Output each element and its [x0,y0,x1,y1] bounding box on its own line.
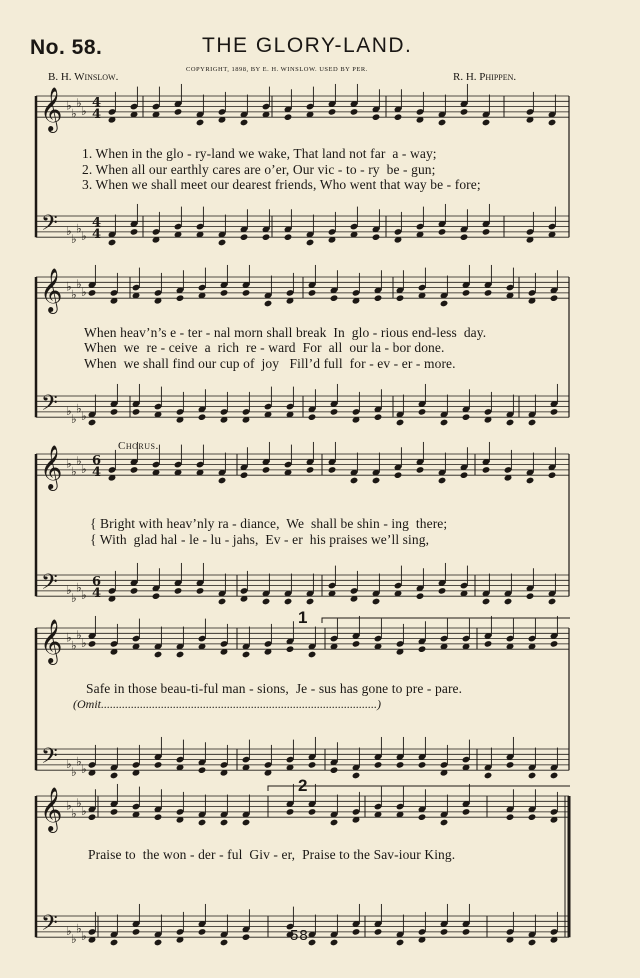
note-head [330,408,339,416]
flat-sign: ♭ [81,803,87,818]
chorus-line-2: { With glad hal - le - lu - jahs, Ev - er his praises we’ll sing, [90,532,430,547]
note-head [396,761,405,769]
note-head [240,233,249,241]
bass-clef: 𝄢 [41,390,58,421]
flat-sign: ♭ [81,409,87,424]
flat-sign: ♭ [81,103,87,118]
note-head [550,294,559,302]
note-head [196,119,205,127]
composer-credit: B. H. Winslow. [48,71,119,83]
note-head [440,419,449,427]
note-head [460,233,469,241]
note-head [330,939,339,947]
flat-sign: ♭ [76,795,82,810]
flat-sign: ♭ [81,635,87,650]
note-head [550,640,559,648]
note-head [548,598,557,606]
note-head [308,808,317,816]
note-head [242,819,251,827]
note-head [110,939,119,947]
note-head [482,466,491,474]
chorus-line-1: { Bright with heav’nly ra - diance, We shall be shin - ing there; [90,516,448,531]
note-head [198,413,207,421]
note-head [462,289,471,297]
time-signature: 4 [92,95,102,111]
note-head [548,119,557,127]
note-head [374,413,383,421]
note-head [396,939,405,947]
time-signature: 4 [92,107,102,123]
chorus-line-4: Praise to the won - der - ful Giv - er, Praise to the Sav-iour King. [88,847,456,862]
note-head [198,928,207,936]
note-head [528,772,537,780]
flat-sign: ♭ [76,95,82,110]
flat-sign: ♭ [71,806,77,821]
note-head [262,466,271,474]
note-head [416,592,425,600]
flat-sign: ♭ [66,798,72,813]
note-head [308,761,317,769]
note-head [88,813,97,821]
note-head [176,651,185,659]
note-head [196,587,205,595]
note-head [482,228,491,236]
note-head [372,477,381,485]
bass-clef: 𝄢 [41,910,58,941]
note-head [88,289,97,297]
note-head [110,772,119,780]
note-head [220,939,229,947]
verse-3-line-2: When we shall find our cup of joy Fill’d full for - ev - er - more. [84,356,456,371]
flat-sign: ♭ [71,464,77,479]
note-head [308,939,317,947]
note-head [306,239,315,247]
flat-sign: ♭ [76,627,82,642]
note-head [286,645,295,653]
flat-sign: ♭ [81,461,87,476]
bass-clef: 𝄢 [41,569,58,600]
treble-clef: 𝄞 [40,445,63,490]
note-head [174,108,183,116]
note-head [264,300,273,308]
flat-sign: ♭ [66,456,72,471]
note-head [284,113,293,121]
note-head [242,289,251,297]
note-head [526,477,535,485]
flat-sign: ♭ [66,403,72,418]
note-head [328,466,337,474]
note-head [218,598,227,606]
note-head [220,819,229,827]
note-head [154,939,163,947]
note-head [352,928,361,936]
flat-sign: ♭ [76,921,82,936]
note-head [484,772,493,780]
hymn-title: THE GLORY-LAND. [202,34,413,57]
note-head [484,640,493,648]
note-head [374,928,383,936]
note-head [548,471,557,479]
note-head [88,419,97,427]
note-head [132,928,141,936]
verse-2-line-2: When we re - ceive a rich re - ward For all our la - bor done. [84,340,445,355]
note-head [372,233,381,241]
note-head [418,813,427,821]
note-head [506,761,515,769]
note-head [440,300,449,308]
time-signature: 6 [92,453,102,469]
flat-sign: ♭ [71,231,77,246]
bass-clef: 𝄢 [41,210,58,241]
note-head [372,598,381,606]
note-head [394,113,403,121]
note-head [306,466,315,474]
flat-sign: ♭ [76,754,82,769]
verse-1-line-1: 1. When in the glo - ry-land we wake, That land not far a - way; [82,146,437,161]
note-head [284,233,293,241]
note-head [374,761,383,769]
flat-sign: ♭ [66,98,72,113]
note-head [130,228,139,236]
note-head [438,587,447,595]
note-head [132,408,141,416]
note-head [286,808,295,816]
second-ending-bracket [268,786,570,791]
treble-clef: 𝄞 [40,268,63,313]
note-head [462,808,471,816]
flat-sign: ♭ [76,580,82,595]
note-head [352,772,361,780]
note-head [308,289,317,297]
note-head [330,766,339,774]
note-head [262,598,271,606]
note-head [110,808,119,816]
first-ending-mark: 1 [298,608,308,627]
note-head [418,761,427,769]
copyright-notice: COPYRIGHT, 1898, BY E. H. WINSLOW. USED BY PER. [186,66,368,73]
flat-sign: ♭ [81,284,87,299]
note-head [462,928,471,936]
note-head [308,413,317,421]
treble-clef: 𝄞 [40,87,63,132]
arranger-credit: R. H. Phippen. [453,71,517,83]
note-head [438,228,447,236]
note-head [262,233,271,241]
time-signature: 6 [92,574,102,590]
note-head [198,766,207,774]
flat-sign: ♭ [66,223,72,238]
note-head [440,819,449,827]
hymn-number: No. 58. [30,36,103,59]
second-ending-mark: 2 [298,776,308,795]
note-head [154,651,163,659]
note-head [526,592,535,600]
flat-sign: ♭ [76,221,82,236]
note-head [460,471,469,479]
note-head [438,477,447,485]
flat-sign: ♭ [71,764,77,779]
flat-sign: ♭ [81,762,87,777]
note-head [550,772,559,780]
note-head [154,761,163,769]
note-head [440,928,449,936]
note-head [130,587,139,595]
flat-sign: ♭ [71,287,77,302]
note-head [242,933,251,941]
time-signature: 4 [92,227,102,243]
note-head [528,419,537,427]
note-head [130,466,139,474]
note-head [174,587,183,595]
note-head [284,598,293,606]
note-head [154,813,163,821]
page-number: 58 [290,927,309,944]
note-head [176,294,185,302]
flat-sign: ♭ [81,229,87,244]
note-head [484,289,493,297]
note-head [482,119,491,127]
flat-sign: ♭ [66,279,72,294]
note-head [372,113,381,121]
flat-sign: ♭ [66,630,72,645]
note-head [220,289,229,297]
verse-2-line-1: 2. When all our earthly cares are o’er, Our vic - to - ry be - gun; [82,162,436,177]
note-head [198,819,207,827]
flat-sign: ♭ [81,929,87,944]
note-head [88,640,97,648]
note-head [416,466,425,474]
note-head [528,813,537,821]
note-head [528,939,537,947]
note-head [218,477,227,485]
note-head [550,408,559,416]
flat-sign: ♭ [71,106,77,121]
chorus-label: Chorus. [118,440,159,452]
note-head [110,408,119,416]
note-head [328,108,337,116]
time-signature: 4 [92,465,102,481]
note-head [242,651,251,659]
note-head [374,294,383,302]
note-head [418,408,427,416]
note-head [394,471,403,479]
flat-sign: ♭ [76,401,82,416]
note-head [330,819,339,827]
note-head [482,598,491,606]
note-head [504,598,513,606]
flat-sign: ♭ [76,276,82,291]
note-head [460,108,469,116]
flat-sign: ♭ [71,931,77,946]
note-head [350,108,359,116]
treble-clef: 𝄞 [40,619,63,664]
note-head [438,119,447,127]
note-head [506,419,515,427]
chorus-line-3: Safe in those beau-ti-ful man - sions, Je - sus has gone to pre - pare. [86,681,463,696]
bass-clef: 𝄢 [41,743,58,774]
note-head [396,294,405,302]
note-head [462,413,471,421]
flat-sign: ♭ [76,453,82,468]
omit-note: (Omit............................................................................................) [73,697,381,711]
note-head [108,239,117,247]
verse-3-line-1: 3. When we shall meet our dearest friends, Who went that way be - fore; [82,177,481,192]
flat-sign: ♭ [66,756,72,771]
note-head [506,813,515,821]
time-signature: 4 [92,586,102,602]
note-head [330,294,339,302]
time-signature: 4 [92,215,102,231]
note-head [306,598,315,606]
flat-sign: ♭ [66,582,72,597]
note-head [352,640,361,648]
flat-sign: ♭ [71,638,77,653]
note-head [350,477,359,485]
flat-sign: ♭ [71,411,77,426]
note-head [418,645,427,653]
note-head [308,651,317,659]
flat-sign: ♭ [81,588,87,603]
note-head [152,592,161,600]
note-head [218,239,227,247]
note-head [240,471,249,479]
note-head [240,119,249,127]
treble-clef: 𝄞 [40,787,63,832]
note-head [396,419,405,427]
verse-1-line-2: When heav’n’s e - ter - nal morn shall break In glo - rious end-less day. [84,325,487,340]
flat-sign: ♭ [66,923,72,938]
flat-sign: ♭ [71,590,77,605]
